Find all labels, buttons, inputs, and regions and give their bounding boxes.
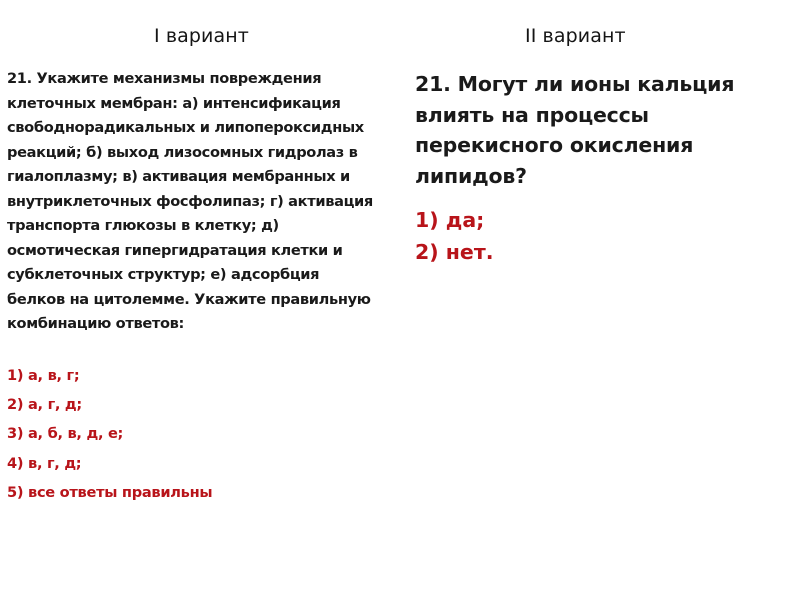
- answer-option: 2) а, г, д;: [7, 396, 82, 414]
- variant-1-heading: I вариант: [154, 25, 249, 47]
- variant-1-question: 21. Укажите механизмы повреждения клеточных мембран: а) интенсификация свободнорадикальных и липопероксидных реакций; б) выход лизосомных гидролаз в гиалоплазму; в) активация мембранных и внутриклеточных фосфолипаз; г) активация транспорта глюкозы в клетку; д) осмотическая гипергидратация клетки и субклеточных структур; е) адсорбция белков на цитолемме. Укажите правильную комбинацию ответов:: [7, 70, 373, 332]
- variant-2-answer-list: [415, 204, 494, 268]
- variant-1-answer-list: [7, 361, 212, 507]
- variant-2-heading: II вариант: [525, 25, 626, 47]
- answer-option: 3) а, б, в, д, е;: [7, 425, 124, 443]
- answer-option: 4) в, г, д;: [7, 454, 82, 472]
- answer-option: 2) нет.: [415, 240, 494, 264]
- answer-option: 1) да;: [415, 208, 485, 232]
- variant-2-question: 21. Могут ли ионы кальция влиять на процессы перекисного окисления липидов?: [415, 72, 735, 188]
- answer-option: 5) все ответы правильны: [7, 483, 213, 501]
- answer-option: 1) а, в, г;: [7, 367, 80, 384]
